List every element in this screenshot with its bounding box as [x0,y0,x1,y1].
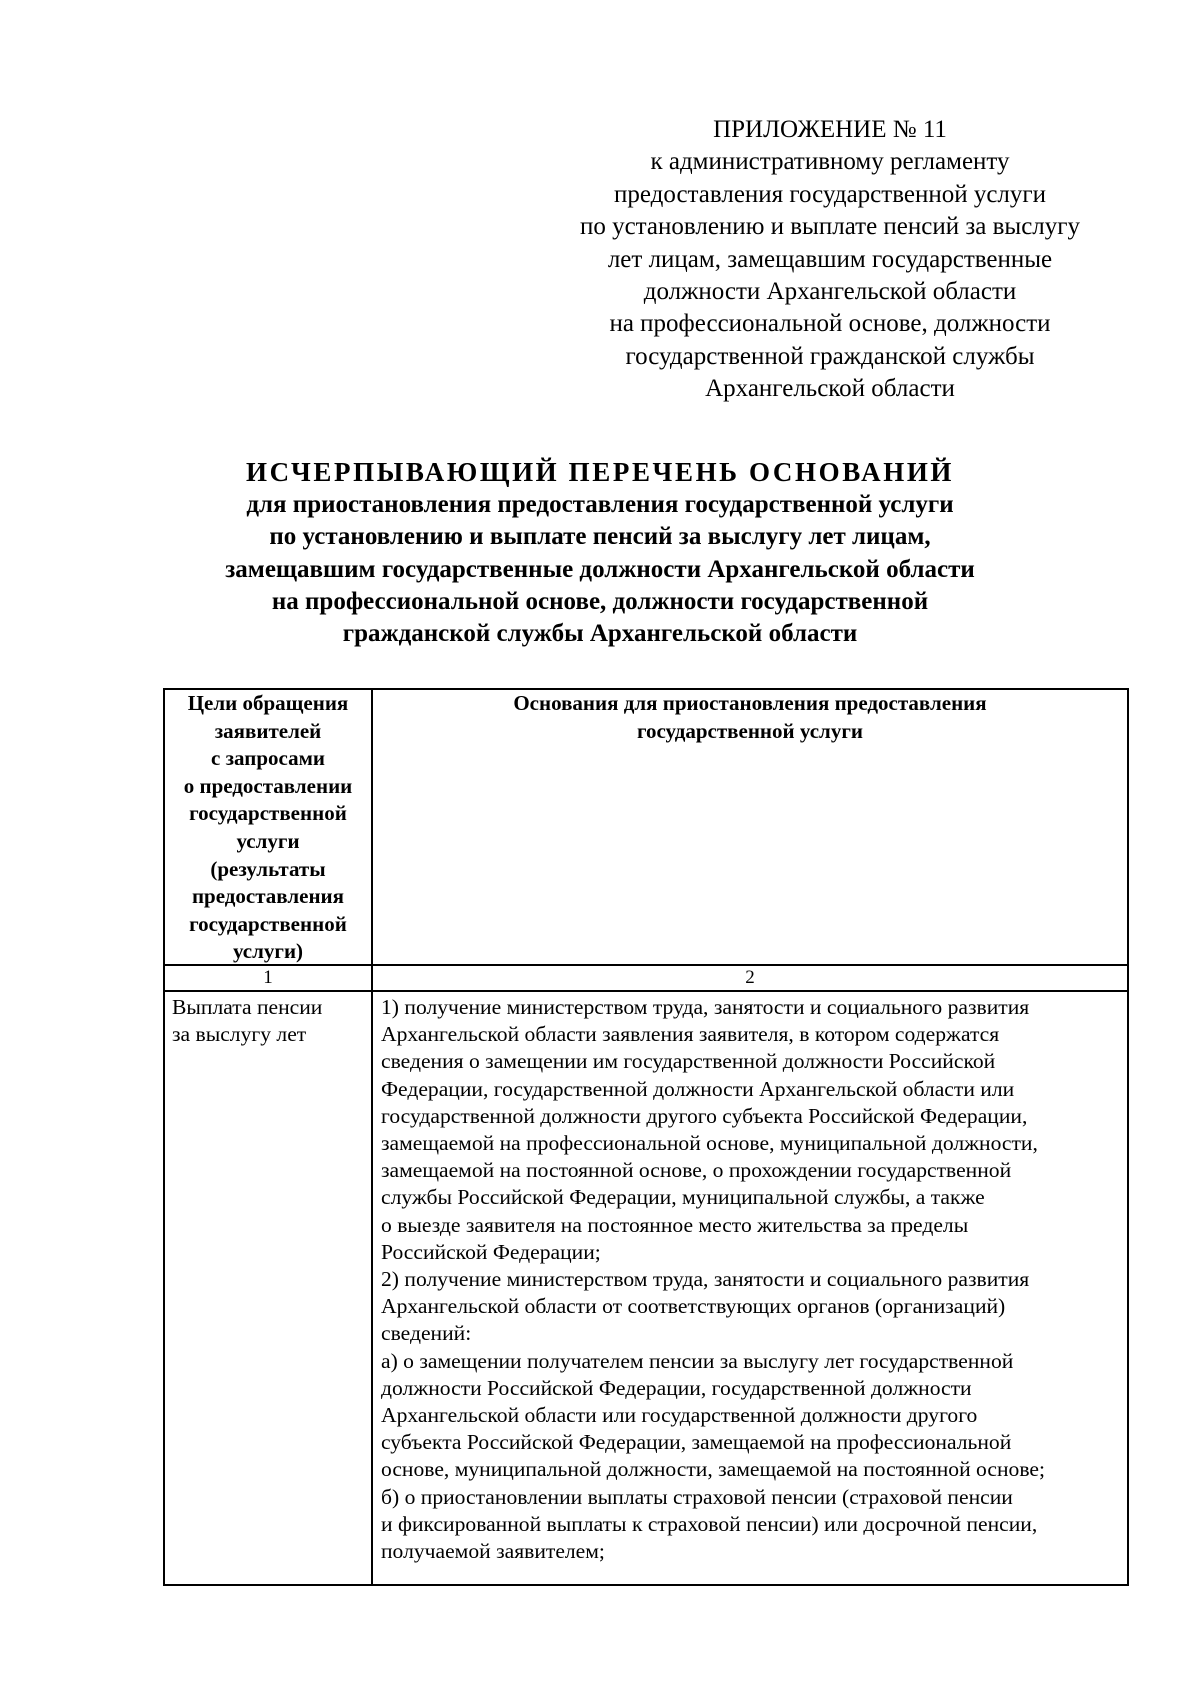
column-number-2: 2 [745,967,755,988]
appendix-line: предоставления государственной услуги [613,180,1047,208]
appendix-line: должности Архангельской области [643,278,1017,306]
appendix-line: лет лицам, замещавшим государственные [607,245,1053,273]
table-header-col2: Основания для приостановления предоставления государственной услуги [513,691,987,743]
table-row-grounds: 1) получение министерством труда, занятости и социального развития Архангельской области заявления заявителя, в котором содержатся сведения о замещении им государственной должности Российской Федерации, государственной должности Архангельской области или государственной должности другого субъекта Российской Федерации, замещаемой на профессиональной основе, муниципальной должности, замещаемой на постоянной основе, о прохождении государственной службы Российской Федерации, муниципальной службы, а также о выезде заявителя на постоянное место жительства за пределы Российской Федерации; 2) получение министерством труда, занятости и социального развития Архангельской области от соответствующих органов (организаций) сведений: а) о замещении получателем пенсии за выслугу лет государственной должности Российской Федерации, государственной должности Архангельской области или государственной должности другого субъекта Российской Федерации, замещаемой на профессиональной основе, муниципальной должности, замещаемой на постоянной основе; б) о приостановлении выплаты страховой пенсии (страховой пенсии и фиксированной выплаты к страховой пенсии) или досрочной пенсии, получаемой заявителем; [381,995,1045,1564]
title-line: для приостановления предоставления государственной услуги [246,491,954,518]
title-line: по установлению и выплате пенсий за выслугу лет лицам, [269,523,931,551]
appendix-line: по установлению и выплате пенсий за выслугу [579,213,1081,241]
appendix-line: ПРИЛОЖЕНИЕ № 11 [713,116,947,143]
title-line: на профессиональной основе, должности государственной [271,587,929,615]
appendix-line: на профессиональной основе, должности [609,310,1051,338]
appendix-line: государственной гражданской службы [625,342,1035,370]
document-title [150,455,1050,650]
appendix-header [520,114,1140,406]
table-header-col1: Цели обращения заявителей с запросами о предоставлении государственной услуги (результаты предоставления государственной услуги) [183,691,353,964]
column-number-1: 1 [263,967,273,988]
appendix-line: Архангельской области [705,375,955,403]
table-body-cell-col1 [163,990,373,1586]
title-line: гражданской службы Архангельской области [342,620,858,648]
table-row-goal: Выплата пенсии за выслугу лет [172,995,323,1047]
appendix-line: к административному регламенту [650,148,1010,176]
title-subtitle [150,489,1050,650]
title-main: ИСЧЕРПЫВАЮЩИЙ ПЕРЕЧЕНЬ ОСНОВАНИЙ [245,457,955,487]
title-line: замещавшим государственные должности Архангельской области [225,555,975,583]
